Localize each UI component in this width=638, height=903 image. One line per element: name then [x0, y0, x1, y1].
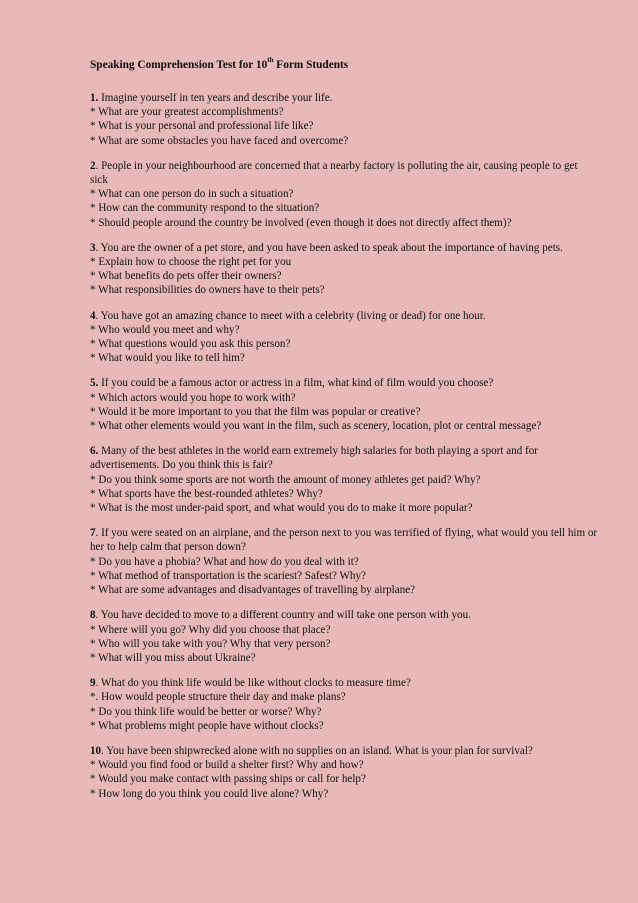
question-prompt	[90, 676, 598, 690]
sub-question: * What are some advantages and disadvantages of travelling by airplane?	[90, 584, 416, 597]
sub-question: * What will you miss about Ukraine?	[90, 651, 256, 664]
question-number: 1.	[90, 92, 99, 104]
question-block	[90, 676, 598, 733]
question-prompt	[90, 91, 598, 105]
question-number: 6.	[90, 445, 99, 458]
sub-question: * What can one person do in such a situation?	[90, 188, 294, 201]
question-text: Imagine yourself in ten years and describe your life.	[98, 92, 333, 104]
question-text: . You have got an amazing chance to meet with a celebrity (living or dead) for one hour.	[95, 309, 486, 322]
question-block	[90, 608, 598, 665]
sub-question: * Who will you take with you? Why that very person?	[90, 637, 331, 650]
sub-question: * Which actors would you hope to work with?	[90, 391, 296, 404]
question-prompt	[90, 241, 598, 255]
sub-question: * What other elements would you want in the film, such as scenery, location, plot or central message?	[90, 420, 542, 433]
question-number: 4	[90, 309, 96, 322]
question-number: 9	[90, 677, 96, 690]
sub-question: * What would you like to tell him?	[90, 352, 245, 365]
sub-question: * What are your greatest accomplishments?	[90, 106, 284, 119]
sub-question: * How long do you think you could live alone? Why?	[90, 787, 329, 800]
sub-question: * What responsibilities do owners have to their pets?	[90, 284, 325, 297]
question-number: 2	[90, 159, 96, 172]
question-number: 10	[90, 744, 102, 757]
sub-question: * Do you think life would be better or worse? Why?	[90, 705, 322, 718]
question-block	[90, 444, 598, 515]
question-prompt	[90, 159, 598, 187]
sub-question: * What is the most under-paid sport, and what would you do to make it more popular?	[90, 502, 473, 515]
title-text: Speaking Comprehension Test for 10	[90, 59, 268, 71]
question-block	[90, 376, 598, 433]
question-text: . You are the owner of a pet store, and you have been asked to speak about the importance of having pets.	[95, 241, 563, 254]
question-block	[90, 744, 598, 801]
sub-question: * What questions would you ask this person?	[90, 338, 291, 351]
document-title	[90, 58, 598, 72]
question-number: 7	[90, 527, 96, 540]
question-prompt	[90, 526, 598, 554]
question-block	[90, 526, 598, 597]
sub-question: * Who would you meet and why?	[90, 323, 240, 336]
sub-question: * Do you have a phobia? What and how do you deal with it?	[90, 555, 359, 568]
sub-question: * What problems might people have without clocks?	[90, 719, 324, 732]
question-prompt	[90, 444, 598, 472]
sub-question: * How can the community respond to the situation?	[90, 202, 320, 215]
question-text: . You have been shipwrecked alone with no supplies on an island. What is your plan for survival?	[101, 744, 533, 757]
question-block	[90, 309, 598, 366]
question-text: . If you were seated on an airplane, and the person next to you was terrified of flying, what would you tell him or her to help calm that person down?	[90, 527, 598, 554]
sub-question: * What are some obstacles you have faced and overcome?	[90, 134, 349, 147]
question-block	[90, 91, 598, 148]
question-text: . You have decided to move to a different country and will take one person with you.	[95, 609, 471, 622]
sub-question: *. How would people structure their day and make plans?	[90, 691, 346, 704]
question-text: If you could be a famous actor or actress in a film, what kind of film would you choose?	[98, 377, 494, 390]
question-prompt	[90, 608, 598, 622]
sub-question: * Would you make contact with passing ships or call for help?	[90, 773, 366, 786]
question-number: 3	[90, 241, 96, 254]
question-number: 8	[90, 609, 96, 622]
question-text: Many of the best athletes in the world earn extremely high salaries for both playing a sport and for advertisements. Do you think this is fair?	[90, 445, 538, 472]
question-number: 5.	[90, 377, 99, 390]
sub-question: * Explain how to choose the right pet for you	[90, 256, 292, 269]
title-superscript: th	[267, 56, 274, 65]
question-block	[90, 241, 598, 298]
sub-question: * What sports have the best-rounded athletes? Why?	[90, 487, 323, 500]
question-prompt	[90, 309, 598, 323]
sub-question: * What method of transportation is the scariest? Safest? Why?	[90, 569, 366, 582]
sub-question: * Would it be more important to you that the film was popular or creative?	[90, 405, 421, 418]
question-prompt	[90, 744, 598, 758]
question-text: . What do you think life would be like without clocks to measure time?	[95, 677, 411, 690]
sub-question: * What benefits do pets offer their owners?	[90, 270, 282, 283]
title-text-end: Form Students	[273, 59, 349, 71]
sub-question: * Where will you go? Why did you choose that place?	[90, 623, 331, 636]
question-block	[90, 159, 598, 230]
sub-question: * Would you find food or build a shelter first? Why and how?	[90, 759, 364, 772]
sub-question: * Do you think some sports are not worth the amount of money athletes get paid? Why?	[90, 473, 481, 486]
question-text: . People in your neighbourhood are concerned that a nearby factory is polluting the air, causing people to get sick	[90, 159, 578, 187]
sub-question: * What is your personal and professional life like?	[90, 120, 314, 133]
sub-question: * Should people around the country be involved (even though it does not directly affect them)?	[90, 216, 512, 229]
question-prompt	[90, 376, 598, 390]
question-list	[90, 91, 598, 801]
